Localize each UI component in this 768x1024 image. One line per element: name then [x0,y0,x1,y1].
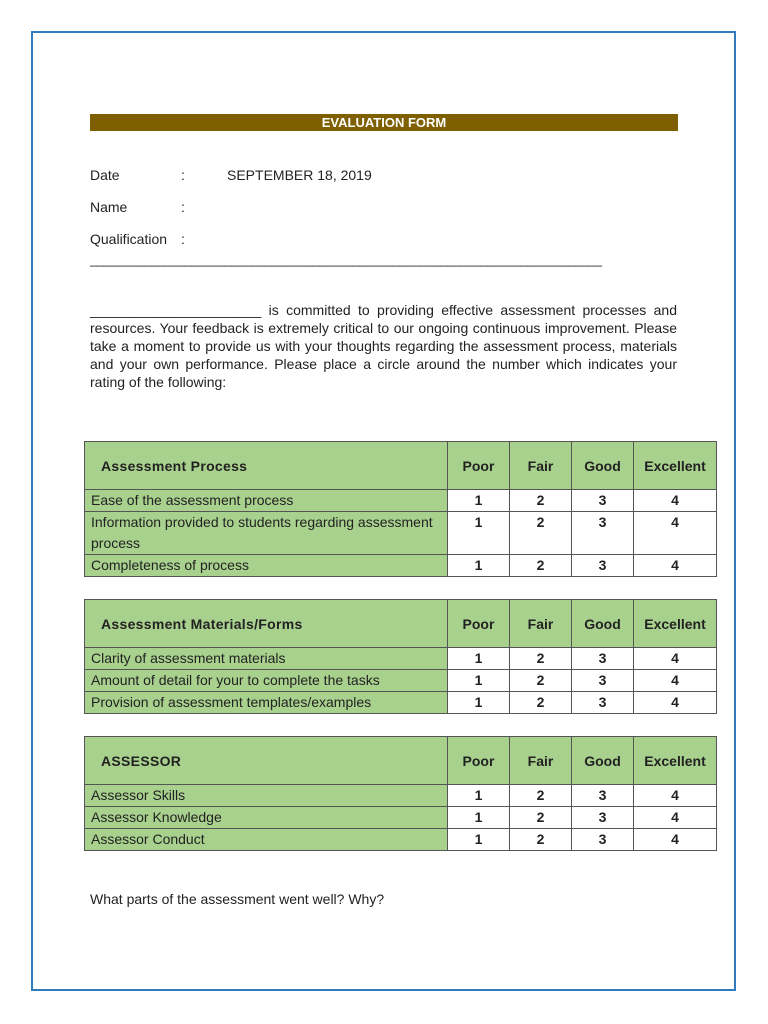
score-option[interactable]: 2 [510,490,572,512]
table-row [85,785,717,807]
rating-header: Poor [448,600,510,648]
score-option[interactable]: 1 [448,807,510,829]
category-header: Assessment Process [85,442,448,490]
score-option[interactable]: 2 [510,670,572,692]
table-row [85,490,717,512]
criterion-cell: Clarity of assessment materials [85,648,448,670]
criterion-cell: Information provided to students regarding assessment process [85,512,448,555]
score-option[interactable]: 4 [634,785,717,807]
score-option[interactable]: 3 [572,807,634,829]
rating-header: Fair [510,442,572,490]
score-option[interactable]: 3 [572,692,634,714]
score-option[interactable]: 2 [510,555,572,577]
criterion-cell: Assessor Conduct [85,829,448,851]
score-option[interactable]: 3 [572,512,634,555]
rating-header: Excellent [634,600,717,648]
separator-line: ____________________________________________________________________________ [90,252,602,267]
score-option[interactable]: 3 [572,555,634,577]
intro-paragraph: ______________________ is committed to providing effective assessment processes and resources. Your feedback is extremely critical to our ongoing continuous improvement. Please take a moment to provide us with your thoughts regarding the assessment process, materials and your own performance. Please place a circle around the number which indicates your rating of the following: [90,302,677,390]
score-option[interactable]: 4 [634,648,717,670]
score-option[interactable]: 4 [634,555,717,577]
table-row [85,829,717,851]
rating-header: Poor [448,737,510,785]
category-header: ASSESSOR [85,737,448,785]
score-option[interactable]: 1 [448,512,510,555]
criterion-cell: Provision of assessment templates/examples [85,692,448,714]
score-option[interactable]: 2 [510,648,572,670]
score-option[interactable]: 2 [510,807,572,829]
score-option[interactable]: 2 [510,512,572,555]
score-option[interactable]: 4 [634,807,717,829]
qualification-label: Qualification [90,231,168,247]
rating-header: Good [572,442,634,490]
score-option[interactable]: 3 [572,785,634,807]
rating-header: Excellent [634,442,717,490]
score-option[interactable]: 3 [572,490,634,512]
rating-header: Excellent [634,737,717,785]
score-option[interactable]: 1 [448,490,510,512]
date-value: SEPTEMBER 18, 2019 [227,167,372,183]
score-option[interactable]: 1 [448,670,510,692]
score-option[interactable]: 4 [634,829,717,851]
rating-header: Fair [510,600,572,648]
score-option[interactable]: 1 [448,692,510,714]
score-option[interactable]: 4 [634,512,717,555]
name-label: Name [90,199,128,215]
feedback-question: What parts of the assessment went well? Why? [90,891,385,907]
score-option[interactable]: 3 [572,670,634,692]
category-header: Assessment Materials/Forms [85,600,448,648]
score-option[interactable]: 3 [572,829,634,851]
table-row [85,692,717,714]
table-row [85,648,717,670]
score-option[interactable]: 4 [634,692,717,714]
rating-header: Poor [448,442,510,490]
rating-header: Good [572,600,634,648]
criterion-cell: Assessor Knowledge [85,807,448,829]
qualification-colon: : [181,231,185,247]
form-title: EVALUATION FORM [90,114,678,131]
criterion-cell: Completeness of process [85,555,448,577]
criterion-cell: Assessor Skills [85,785,448,807]
table-row [85,807,717,829]
score-option[interactable]: 3 [572,648,634,670]
date-colon: : [181,167,185,183]
table-row [85,512,717,555]
score-option[interactable]: 2 [510,692,572,714]
rating-table [84,599,717,714]
score-option[interactable]: 2 [510,785,572,807]
score-option[interactable]: 4 [634,490,717,512]
score-option[interactable]: 1 [448,555,510,577]
criterion-cell: Amount of detail for your to complete the tasks [85,670,448,692]
date-label: Date [90,167,120,183]
table-row [85,670,717,692]
rating-table [84,441,717,577]
name-colon: : [181,199,185,215]
rating-table [84,736,717,851]
criterion-cell: Ease of the assessment process [85,490,448,512]
rating-header: Fair [510,737,572,785]
score-option[interactable]: 2 [510,829,572,851]
score-option[interactable]: 4 [634,670,717,692]
score-option[interactable]: 1 [448,829,510,851]
table-row [85,555,717,577]
score-option[interactable]: 1 [448,785,510,807]
score-option[interactable]: 1 [448,648,510,670]
rating-header: Good [572,737,634,785]
